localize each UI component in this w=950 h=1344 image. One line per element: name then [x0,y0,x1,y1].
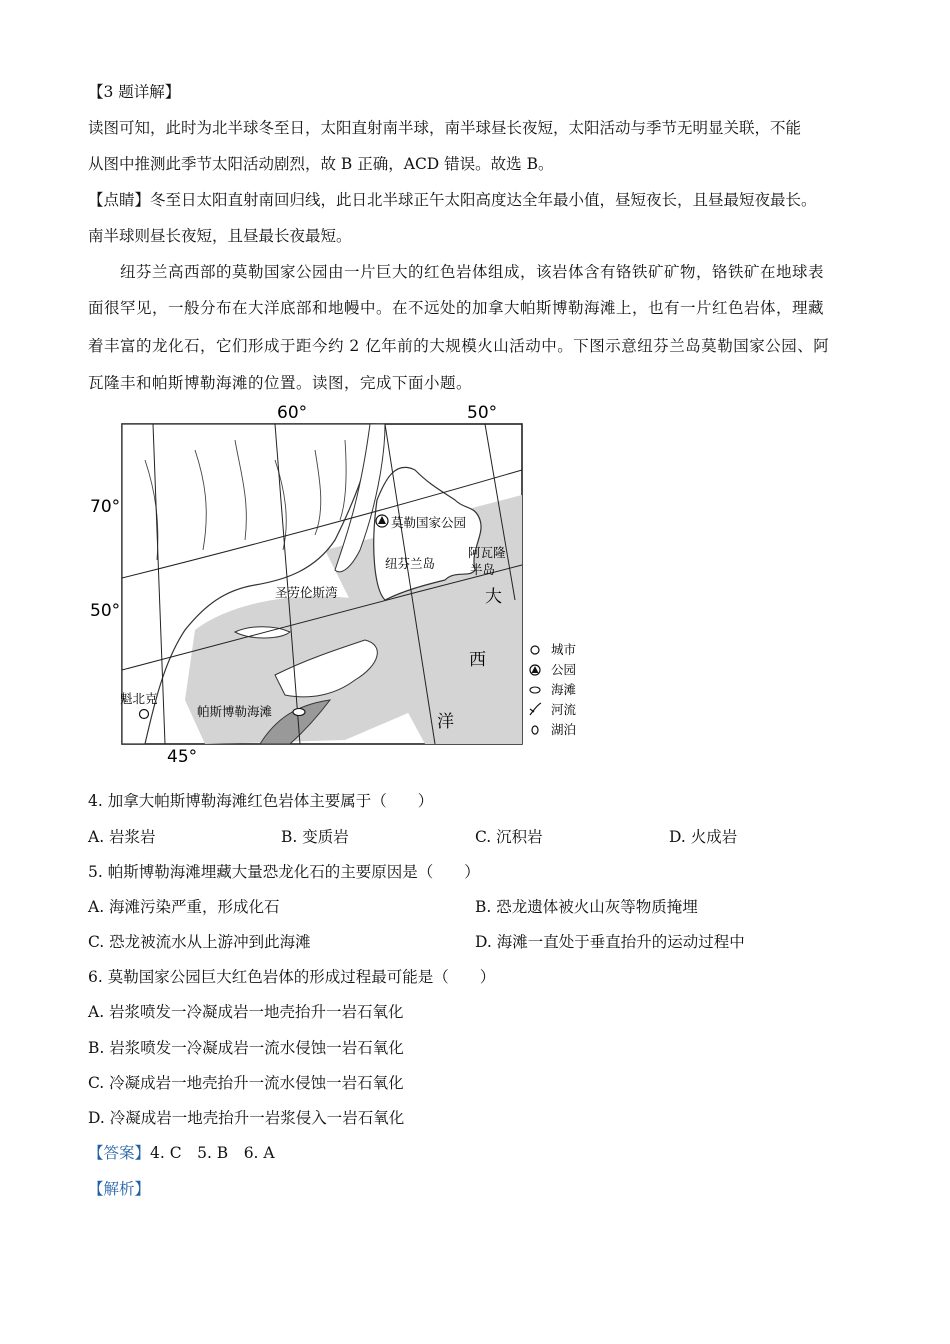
q6-stem: 6. 莫勒国家公园巨大红色岩体的形成过程最可能是（ ） [88,968,496,986]
q5-option-b[interactable]: B. 恐龙遗体被火山灰等物质掩埋 [475,898,698,916]
passage-line1: 纽芬兰高西部的莫勒国家公园由一片巨大的红色岩体组成，该岩体含有铬铁矿矿物，铬铁矿在地球表 [120,263,825,281]
avalon-label-2: 半岛 [470,562,496,577]
legend-park: 公园 [551,662,577,677]
quebec-city-icon [140,710,149,719]
answer-label: 【答案】 [88,1144,151,1162]
q4-option-a[interactable]: A. 岩浆岩 [88,828,156,846]
legend-city-icon [531,646,539,654]
q5-option-d[interactable]: D. 海滩一直处于垂直抬升的运动过程中 [475,933,745,951]
ocean-label-2: 西 [469,650,486,670]
legend-beach: 海滩 [551,682,577,697]
q6-option-c[interactable]: C. 冷凝成岩一地壳抬升一流水侵蚀一岩石氧化 [88,1074,404,1092]
passage-line4: 瓦隆丰和帕斯博勒海滩的位置。读图，完成下面小题。 [88,374,473,392]
lon-50-label: 50° [467,403,498,423]
quebec-label: 魁北克 [120,691,158,706]
lat-50-label: 50° [90,601,121,621]
legend-lake-icon [532,726,538,734]
q6-option-a[interactable]: A. 岩浆喷发一冷凝成岩一地壳抬升一岩石氧化 [88,1003,404,1021]
ocean-label-1: 大 [485,587,502,607]
avalon-label-1: 阿瓦隆 [468,545,506,560]
newfoundland-map [85,400,595,775]
passage-line3: 着丰富的龙化石，它们形成于距今约 2 亿年前的大规模火山活动中。下图示意纽芬兰岛莫勒国家公园、阿 [88,337,830,355]
tip-line2: 南半球则昼长夜短，且昼最长夜最短。 [88,227,352,245]
lon-60-label: 60° [277,403,308,423]
section3-paragraph-line2: 从图中推测此季节太阳活动剧烈，故 B 正确，ACD 错误。故选 B。 [88,155,554,173]
legend-city: 城市 [551,642,577,657]
q5-option-a[interactable]: A. 海滩污染严重，形成化石 [88,898,280,916]
q6-option-b[interactable]: B. 岩浆喷发一冷凝成岩一流水侵蚀一岩石氧化 [88,1039,404,1057]
q6-option-d[interactable]: D. 冷凝成岩一地壳抬升一岩浆侵入一岩石氧化 [88,1109,405,1127]
legend-lake: 湖泊 [551,722,577,737]
answer-line [88,1143,275,1163]
passage-line2: 面很罕见，一般分布在大洋底部和地幔中。在不远处的加拿大帕斯博勒海滩上，也有一片红色岩体，理藏 [88,299,825,317]
q4-stem: 4. 加拿大帕斯博勒海滩红色岩体主要属于（ ） [88,792,434,810]
analysis-label: 【解析】 [88,1180,151,1198]
beach-marker-icon [293,709,305,716]
answer-text: 4. C 5. B 6. A [150,1144,275,1162]
gulf-label: 圣劳伦斯湾 [275,585,338,600]
newfoundland-label: 纽芬兰岛 [385,556,436,571]
ocean-label-3: 洋 [437,712,454,732]
legend-beach-icon [530,687,540,693]
q5-stem: 5. 帕斯博勒海滩埋藏大量恐龙化石的主要原因是（ ） [88,863,480,881]
park-label: 莫勒国家公园 [391,515,467,530]
q4-option-d[interactable]: D. 火成岩 [669,828,738,846]
legend-river: 河流 [551,702,577,717]
section3-paragraph-line1: 读图可知，此时为北半球冬至日，太阳直射南半球，南半球昼长夜短，太阳活动与季节无明显关联，不能 [88,119,802,137]
q4-option-b[interactable]: B. 变质岩 [281,828,349,846]
tip-line1: 【点睛】冬至日太阳直射南回归线，此日北半球正午太阳高度达全年最小值，昼短夜长，且昼最短夜最长。 [88,191,817,209]
lat-70-label: 70° [90,497,121,517]
q5-option-c[interactable]: C. 恐龙被流水从上游冲到此海滩 [88,933,311,951]
map-legend [530,642,577,737]
q4-option-c[interactable]: C. 沉积岩 [475,828,543,846]
section3-heading: 【3 题详解】 [88,83,181,101]
beach-label: 帕斯博勒海滩 [197,704,273,719]
lon-45-label: 45° [167,747,198,767]
legend-river-icon [530,703,541,715]
